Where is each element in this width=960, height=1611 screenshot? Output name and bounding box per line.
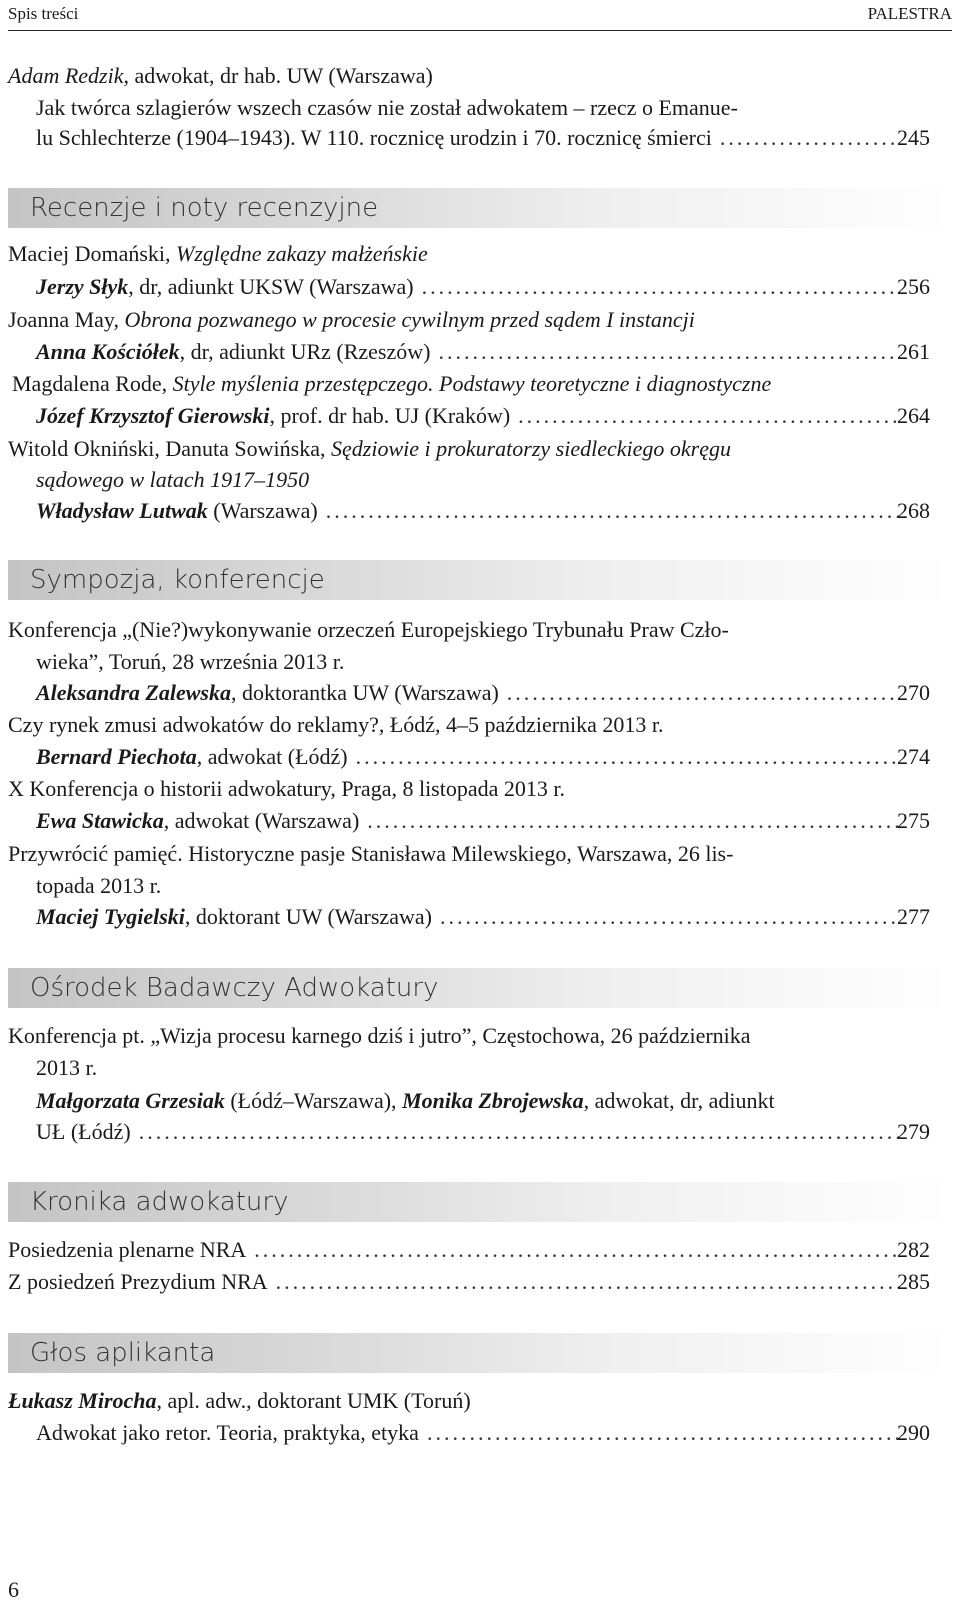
- reviewer-affiliation: , prof. dr hab. UJ (Kraków): [269, 403, 511, 428]
- entry-title: Adwokat jako retor. Teoria, praktyka, etyka: [36, 1420, 419, 1445]
- reporter-name: Aleksandra Zalewska: [36, 680, 231, 705]
- leader-dots: [276, 1268, 900, 1296]
- section-heading-recenzje: [8, 188, 952, 228]
- book-title: Względne zakazy małżeńskie: [176, 241, 428, 266]
- entry-author-line: [8, 1387, 471, 1415]
- toc-entry[interactable]: [8, 1268, 900, 1296]
- conference-title-line: Czy rynek zmusi adwokatów do reklamy?, Łódź, 4–5 października 2013 r.: [8, 712, 664, 737]
- reporter: [36, 807, 359, 835]
- entry-title: lu Schlechterze (1904–1943). W 110. rocznicę urodzin i 70. rocznicę śmierci: [36, 125, 712, 150]
- conference-title-line: Konferencja pt. „Wizja procesu karnego dziś i jutro”, Częstochowa, 26 października: [8, 1023, 751, 1048]
- toc-entry[interactable]: [8, 1236, 900, 1264]
- entry-title-line: Jak twórca szlagierów wszech czasów nie został adwokatem – rzecz o Emanue-: [36, 95, 738, 120]
- page-number[interactable]: 282: [897, 1237, 930, 1262]
- section-heading-kronika: [8, 1182, 952, 1222]
- section-title: Głos aplikanta: [30, 1338, 216, 1368]
- leader-dots: [440, 903, 900, 931]
- header-journal-name: PALESTRA: [867, 4, 952, 23]
- leader-dots: [518, 402, 900, 430]
- page-number[interactable]: 264: [897, 403, 930, 428]
- reporter-name: Małgorzata Grzesiak: [36, 1088, 225, 1113]
- leader-dots: [254, 1236, 900, 1264]
- conference-title-line: X Konferencja o historii adwokatury, Praga, 8 listopada 2013 r.: [8, 776, 565, 801]
- book-title-continued: sądowego w latach 1917–1950: [36, 467, 310, 492]
- reporter-affiliation: , adwokat, dr, adiunkt: [583, 1088, 775, 1113]
- entry-title: Posiedzenia plenarne NRA: [8, 1237, 247, 1262]
- toc-entry[interactable]: [36, 338, 900, 366]
- leader-dots: [438, 338, 900, 366]
- book-author: Witold Okniński, Danuta Sowińska,: [8, 436, 331, 461]
- reporter-affiliation: , adwokat (Warszawa): [163, 808, 360, 833]
- book-title: Sędziowie i prokuratorzy siedleckiego okręgu: [331, 436, 731, 461]
- toc-entry[interactable]: [36, 903, 900, 931]
- author-name: Łukasz Mirocha: [8, 1388, 157, 1413]
- conference-title-line: Przywrócić pamięć. Historyczne pasje Stanisława Milewskiego, Warszawa, 26 lis-: [8, 841, 734, 866]
- toc-entry[interactable]: [36, 273, 900, 301]
- page-number[interactable]: 256: [897, 274, 930, 299]
- reporter-affiliation: UŁ (Łódź): [36, 1119, 131, 1144]
- reporters-line: [36, 1087, 775, 1115]
- reviewer: [36, 497, 318, 525]
- page-number[interactable]: 261: [897, 339, 930, 364]
- reviewer-affiliation: (Warszawa): [207, 498, 318, 523]
- section-title: Sympozja, konferencje: [30, 565, 325, 595]
- section-heading-sympozja: [8, 560, 952, 600]
- page-number[interactable]: 274: [897, 744, 930, 769]
- section-title: Ośrodek Badawczy Adwokatury: [30, 973, 439, 1003]
- section-heading-glos: [8, 1333, 952, 1373]
- page-number[interactable]: 290: [897, 1420, 930, 1445]
- leader-dots: [720, 124, 900, 152]
- reviewer-name: Jerzy Słyk: [36, 274, 129, 299]
- review-line: [8, 306, 695, 334]
- review-line: [12, 370, 771, 398]
- review-line: [8, 435, 731, 463]
- review-line: [8, 240, 428, 268]
- conference-title-line: wieka”, Toruń, 28 września 2013 r.: [36, 649, 345, 674]
- toc-entry[interactable]: [36, 1419, 900, 1447]
- reporter-name: Ewa Stawicka: [36, 808, 164, 833]
- book-author: Joanna May,: [8, 307, 125, 332]
- page-number[interactable]: 279: [897, 1119, 930, 1144]
- toc-entry[interactable]: [36, 497, 900, 525]
- page-number[interactable]: 285: [897, 1269, 930, 1294]
- conference-title-line: Konferencja „(Nie?)wykonywanie orzeczeń Europejskiego Trybunału Praw Czło-: [8, 617, 729, 642]
- toc-entry[interactable]: [36, 124, 900, 152]
- reviewer-name: Władysław Lutwak: [36, 498, 208, 523]
- leader-dots: [367, 807, 900, 835]
- reporter: [36, 679, 499, 707]
- reviewer-affiliation: , dr, adiunkt UKSW (Warszawa): [128, 274, 414, 299]
- header-section-title: Spis treści: [8, 4, 79, 23]
- reviewer: [36, 402, 510, 430]
- page-number[interactable]: 268: [897, 498, 930, 523]
- book-author: Magdalena Rode,: [12, 371, 173, 396]
- page-number[interactable]: 245: [897, 125, 930, 150]
- page-number[interactable]: 277: [897, 904, 930, 929]
- reporter-name: Bernard Piechota: [36, 744, 197, 769]
- entry-author-line: [8, 62, 433, 90]
- running-header: [8, 2, 952, 31]
- reviewer-name: Anna Kościółek: [36, 339, 180, 364]
- reporter-affiliation: , adwokat (Łódź): [196, 744, 348, 769]
- leader-dots: [356, 743, 900, 771]
- page-number[interactable]: 275: [897, 808, 930, 833]
- reviewer: [36, 338, 430, 366]
- toc-entry[interactable]: [36, 807, 900, 835]
- author-affiliation: , adwokat, dr hab. UW (Warszawa): [123, 63, 433, 88]
- reporter-name: Monika Zbrojewska: [402, 1088, 584, 1113]
- leader-dots: [139, 1118, 900, 1146]
- reporter-affiliation: , doktorantka UW (Warszawa): [230, 680, 499, 705]
- reviewer-affiliation: , dr, adiunkt URz (Rzeszów): [179, 339, 431, 364]
- reporter-affiliation: , doktorant UW (Warszawa): [184, 904, 432, 929]
- conference-title-line: topada 2013 r.: [36, 873, 162, 898]
- leader-dots: [507, 679, 900, 707]
- section-title: Recenzje i noty recenzyjne: [30, 193, 379, 223]
- entry-title: Z posiedzeń Prezydium NRA: [8, 1269, 268, 1294]
- toc-entry[interactable]: [36, 1118, 900, 1146]
- page-folio: 6: [8, 1577, 19, 1602]
- book-title: Style myślenia przestępczego. Podstawy teoretyczne i diagnostyczne: [172, 371, 772, 396]
- section-heading-osrodek: [8, 968, 952, 1008]
- toc-entry[interactable]: [36, 402, 900, 430]
- author-affiliation: , apl. adw., doktorant UMK (Toruń): [156, 1388, 471, 1413]
- book-author: Maciej Domański,: [8, 241, 177, 266]
- reporter-name: Maciej Tygielski: [36, 904, 185, 929]
- leader-dots: [427, 1419, 900, 1447]
- page-number[interactable]: 270: [897, 680, 930, 705]
- reviewer-name: Józef Krzysztof Gierowski: [36, 403, 270, 428]
- reviewer: [36, 273, 414, 301]
- reporter: [36, 743, 348, 771]
- leader-dots: [326, 497, 900, 525]
- book-title: Obrona pozwanego w procesie cywilnym przed sądem I instancji: [124, 307, 695, 332]
- toc-entry[interactable]: [36, 743, 900, 771]
- section-title: Kronika adwokatury: [30, 1187, 289, 1217]
- toc-entry[interactable]: [36, 679, 900, 707]
- author-name: Adam Redzik: [8, 63, 124, 88]
- conference-title-line: 2013 r.: [36, 1055, 98, 1080]
- reporter-affiliation: (Łódź–Warszawa),: [224, 1088, 403, 1113]
- reporter: [36, 903, 432, 931]
- leader-dots: [422, 273, 900, 301]
